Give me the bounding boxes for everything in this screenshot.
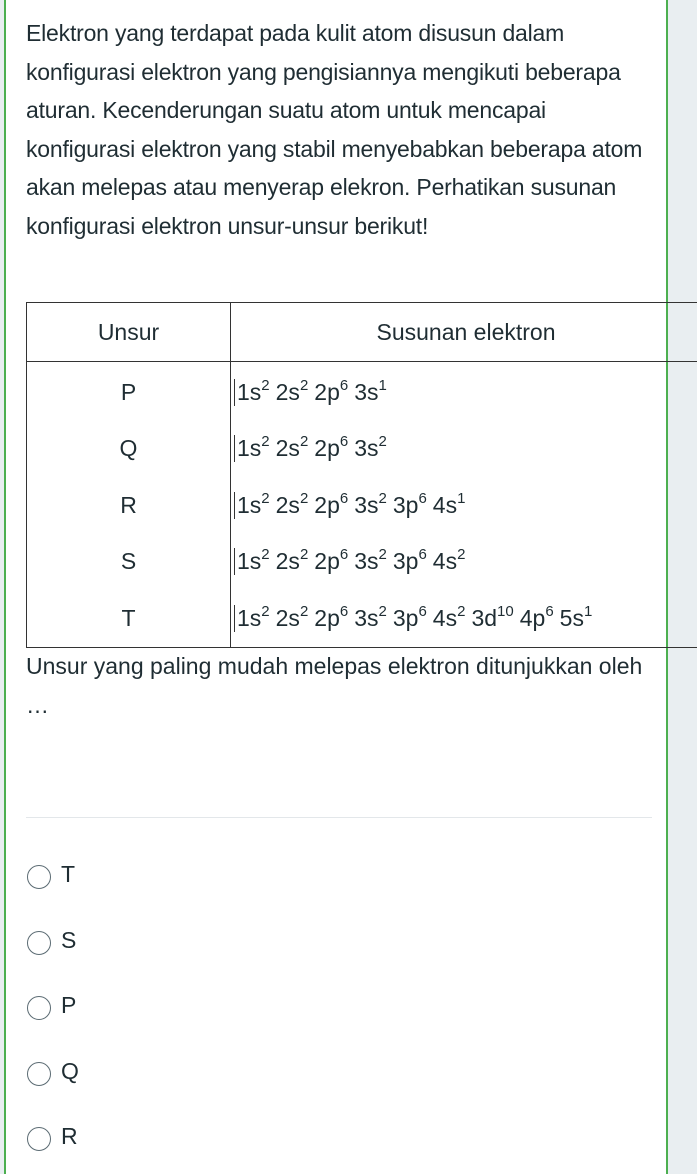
config-cell <box>231 364 697 421</box>
orbital-term <box>276 435 309 462</box>
orbital-electron-count: 2 <box>457 602 466 620</box>
orbital-electron-count: 2 <box>378 433 387 451</box>
orbital-label: 3d <box>471 604 498 631</box>
question-intro: Elektron yang terdapat pada kulit atom disusun dalam konfigurasi elektron yang pengisiannya mengikuti beberapa aturan. Kecenderungan suatu atom untuk mencapai konfigurasi elektron yang stabil menyebabkan beberapa atom akan melepas atau menyerap elekron. Perhatikan susunan konfigurasi elektron unsur-unsur berikut! <box>26 20 643 239</box>
orbital-term <box>433 548 466 575</box>
orbital-electron-count: 6 <box>339 433 349 451</box>
orbital-label: 1s <box>237 378 262 405</box>
divider <box>26 817 652 818</box>
orbital-electron-count: 2 <box>261 489 270 507</box>
orbital-label: 3s <box>354 435 379 462</box>
orbital-label: 2s <box>275 548 300 575</box>
orbital-label: 2s <box>275 378 300 405</box>
answer-option-label: Q <box>61 1057 79 1084</box>
radio-button-icon[interactable] <box>27 1062 51 1086</box>
orbital-term <box>275 602 309 632</box>
unsur-cell: R <box>120 491 137 518</box>
orbital-term <box>314 435 348 462</box>
answer-option-label: P <box>61 992 77 1018</box>
orbital-term <box>314 548 348 575</box>
orbital-label: 1s <box>237 435 262 462</box>
answer-option-label: T <box>61 861 76 887</box>
orbital-label: 3p <box>392 604 419 631</box>
orbital-term <box>354 435 387 462</box>
orbital-electron-count: 2 <box>299 489 309 507</box>
orbital-electron-count: 2 <box>299 376 309 394</box>
orbital-electron-count: 2 <box>457 546 466 564</box>
orbital-label: 3s <box>354 548 379 575</box>
orbital-electron-count: 6 <box>339 489 349 507</box>
orbital-term <box>354 548 387 575</box>
orbital-electron-count: 6 <box>545 602 554 620</box>
orbital-electron-count: 2 <box>378 489 387 507</box>
answer-option-r[interactable] <box>26 1105 79 1171</box>
orbital-electron-count: 2 <box>299 546 309 564</box>
unsur-cell: P <box>120 378 137 405</box>
config-cell <box>231 534 697 591</box>
orbital-term <box>519 602 554 632</box>
orbital-electron-count: 10 <box>497 602 514 620</box>
config-cell <box>231 477 697 534</box>
orbital-term <box>234 376 270 406</box>
header-unsur: Unsur <box>27 303 231 362</box>
orbital-label: 1s <box>237 604 262 631</box>
orbital-electron-count: 1 <box>457 489 466 507</box>
orbital-label: 2s <box>275 435 300 462</box>
answer-option-q[interactable] <box>26 1040 79 1106</box>
orbital-electron-count: 2 <box>261 546 270 564</box>
electron-config-table-wrapper <box>26 302 697 647</box>
orbital-label: 3s <box>354 604 379 631</box>
orbital-term <box>234 489 270 519</box>
orbital-electron-count: 2 <box>261 602 270 620</box>
orbital-label: 4s <box>432 604 458 631</box>
orbital-label: 4p <box>519 604 546 631</box>
orbital-label: 3s <box>354 491 379 518</box>
orbital-term <box>314 602 349 632</box>
orbital-label: 2p <box>314 548 340 575</box>
orbital-term <box>392 489 427 519</box>
unsur-cell: T <box>121 604 136 631</box>
radio-button-icon[interactable] <box>27 931 51 955</box>
orbital-electron-count: 6 <box>339 602 349 620</box>
orbital-label: 2p <box>314 378 340 405</box>
orbital-label: 2p <box>314 491 340 518</box>
radio-button-icon[interactable] <box>27 996 51 1020</box>
orbital-electron-count: 2 <box>261 376 270 394</box>
orbital-electron-count: 1 <box>378 376 387 394</box>
radio-button-icon[interactable] <box>27 1127 51 1151</box>
orbital-label: 4s <box>432 491 458 518</box>
orbital-electron-count: 6 <box>339 376 349 394</box>
orbital-electron-count: 2 <box>378 602 387 620</box>
radio-button-icon[interactable] <box>27 865 51 889</box>
question-card <box>4 0 668 1174</box>
orbital-electron-count: 1 <box>583 602 593 620</box>
orbital-term <box>276 548 309 575</box>
orbital-label: 2s <box>275 491 300 518</box>
orbital-label: 5s <box>559 604 584 631</box>
unsur-column <box>27 362 231 648</box>
orbital-electron-count: 2 <box>299 433 309 451</box>
orbital-electron-count: 6 <box>418 489 427 507</box>
orbital-electron-count: 6 <box>339 546 349 564</box>
answer-option-s[interactable] <box>26 909 79 975</box>
header-susunan-elektron: Susunan elektron <box>231 303 697 362</box>
orbital-label: 3s <box>354 378 379 405</box>
orbital-electron-count: 2 <box>378 546 387 564</box>
orbital-electron-count: 6 <box>418 602 427 620</box>
orbital-term <box>393 548 427 575</box>
orbital-term <box>432 489 466 519</box>
orbital-term <box>234 548 270 575</box>
unsur-cell: S <box>120 548 137 575</box>
orbital-term <box>234 602 270 632</box>
question-prompt: Unsur yang paling mudah melepas elektron ditunjukkan oleh … <box>26 653 643 718</box>
orbital-term <box>432 602 466 632</box>
config-cell <box>231 421 697 478</box>
orbital-term <box>354 602 387 632</box>
electron-config-table <box>26 302 697 648</box>
orbital-term <box>314 489 349 519</box>
orbital-term <box>354 489 387 519</box>
orbital-term <box>234 435 270 462</box>
answer-option-p[interactable] <box>26 974 79 1040</box>
orbital-term <box>392 602 427 632</box>
orbital-term <box>559 602 593 632</box>
answer-option-label: R <box>61 1123 78 1149</box>
orbital-label: 4s <box>432 548 458 575</box>
orbital-electron-count: 2 <box>299 602 309 620</box>
orbital-term <box>314 376 349 406</box>
orbital-electron-count: 2 <box>261 433 270 451</box>
orbital-term <box>275 376 309 406</box>
orbital-term <box>471 602 514 632</box>
orbital-label: 3p <box>392 491 419 518</box>
orbital-label: 2p <box>314 604 340 631</box>
orbital-label: 1s <box>237 491 262 518</box>
answer-option-t[interactable] <box>26 843 79 909</box>
unsur-cell: Q <box>119 435 138 462</box>
orbital-label: 2s <box>275 604 300 631</box>
orbital-electron-count: 6 <box>418 546 427 564</box>
config-cell <box>231 590 697 647</box>
orbital-label: 1s <box>237 548 262 575</box>
orbital-term <box>275 489 309 519</box>
answer-option-label: S <box>61 926 77 953</box>
config-column <box>231 362 697 648</box>
answer-options <box>26 843 79 1171</box>
orbital-term <box>354 376 387 406</box>
orbital-label: 2p <box>314 435 340 462</box>
orbital-label: 3p <box>392 548 419 575</box>
